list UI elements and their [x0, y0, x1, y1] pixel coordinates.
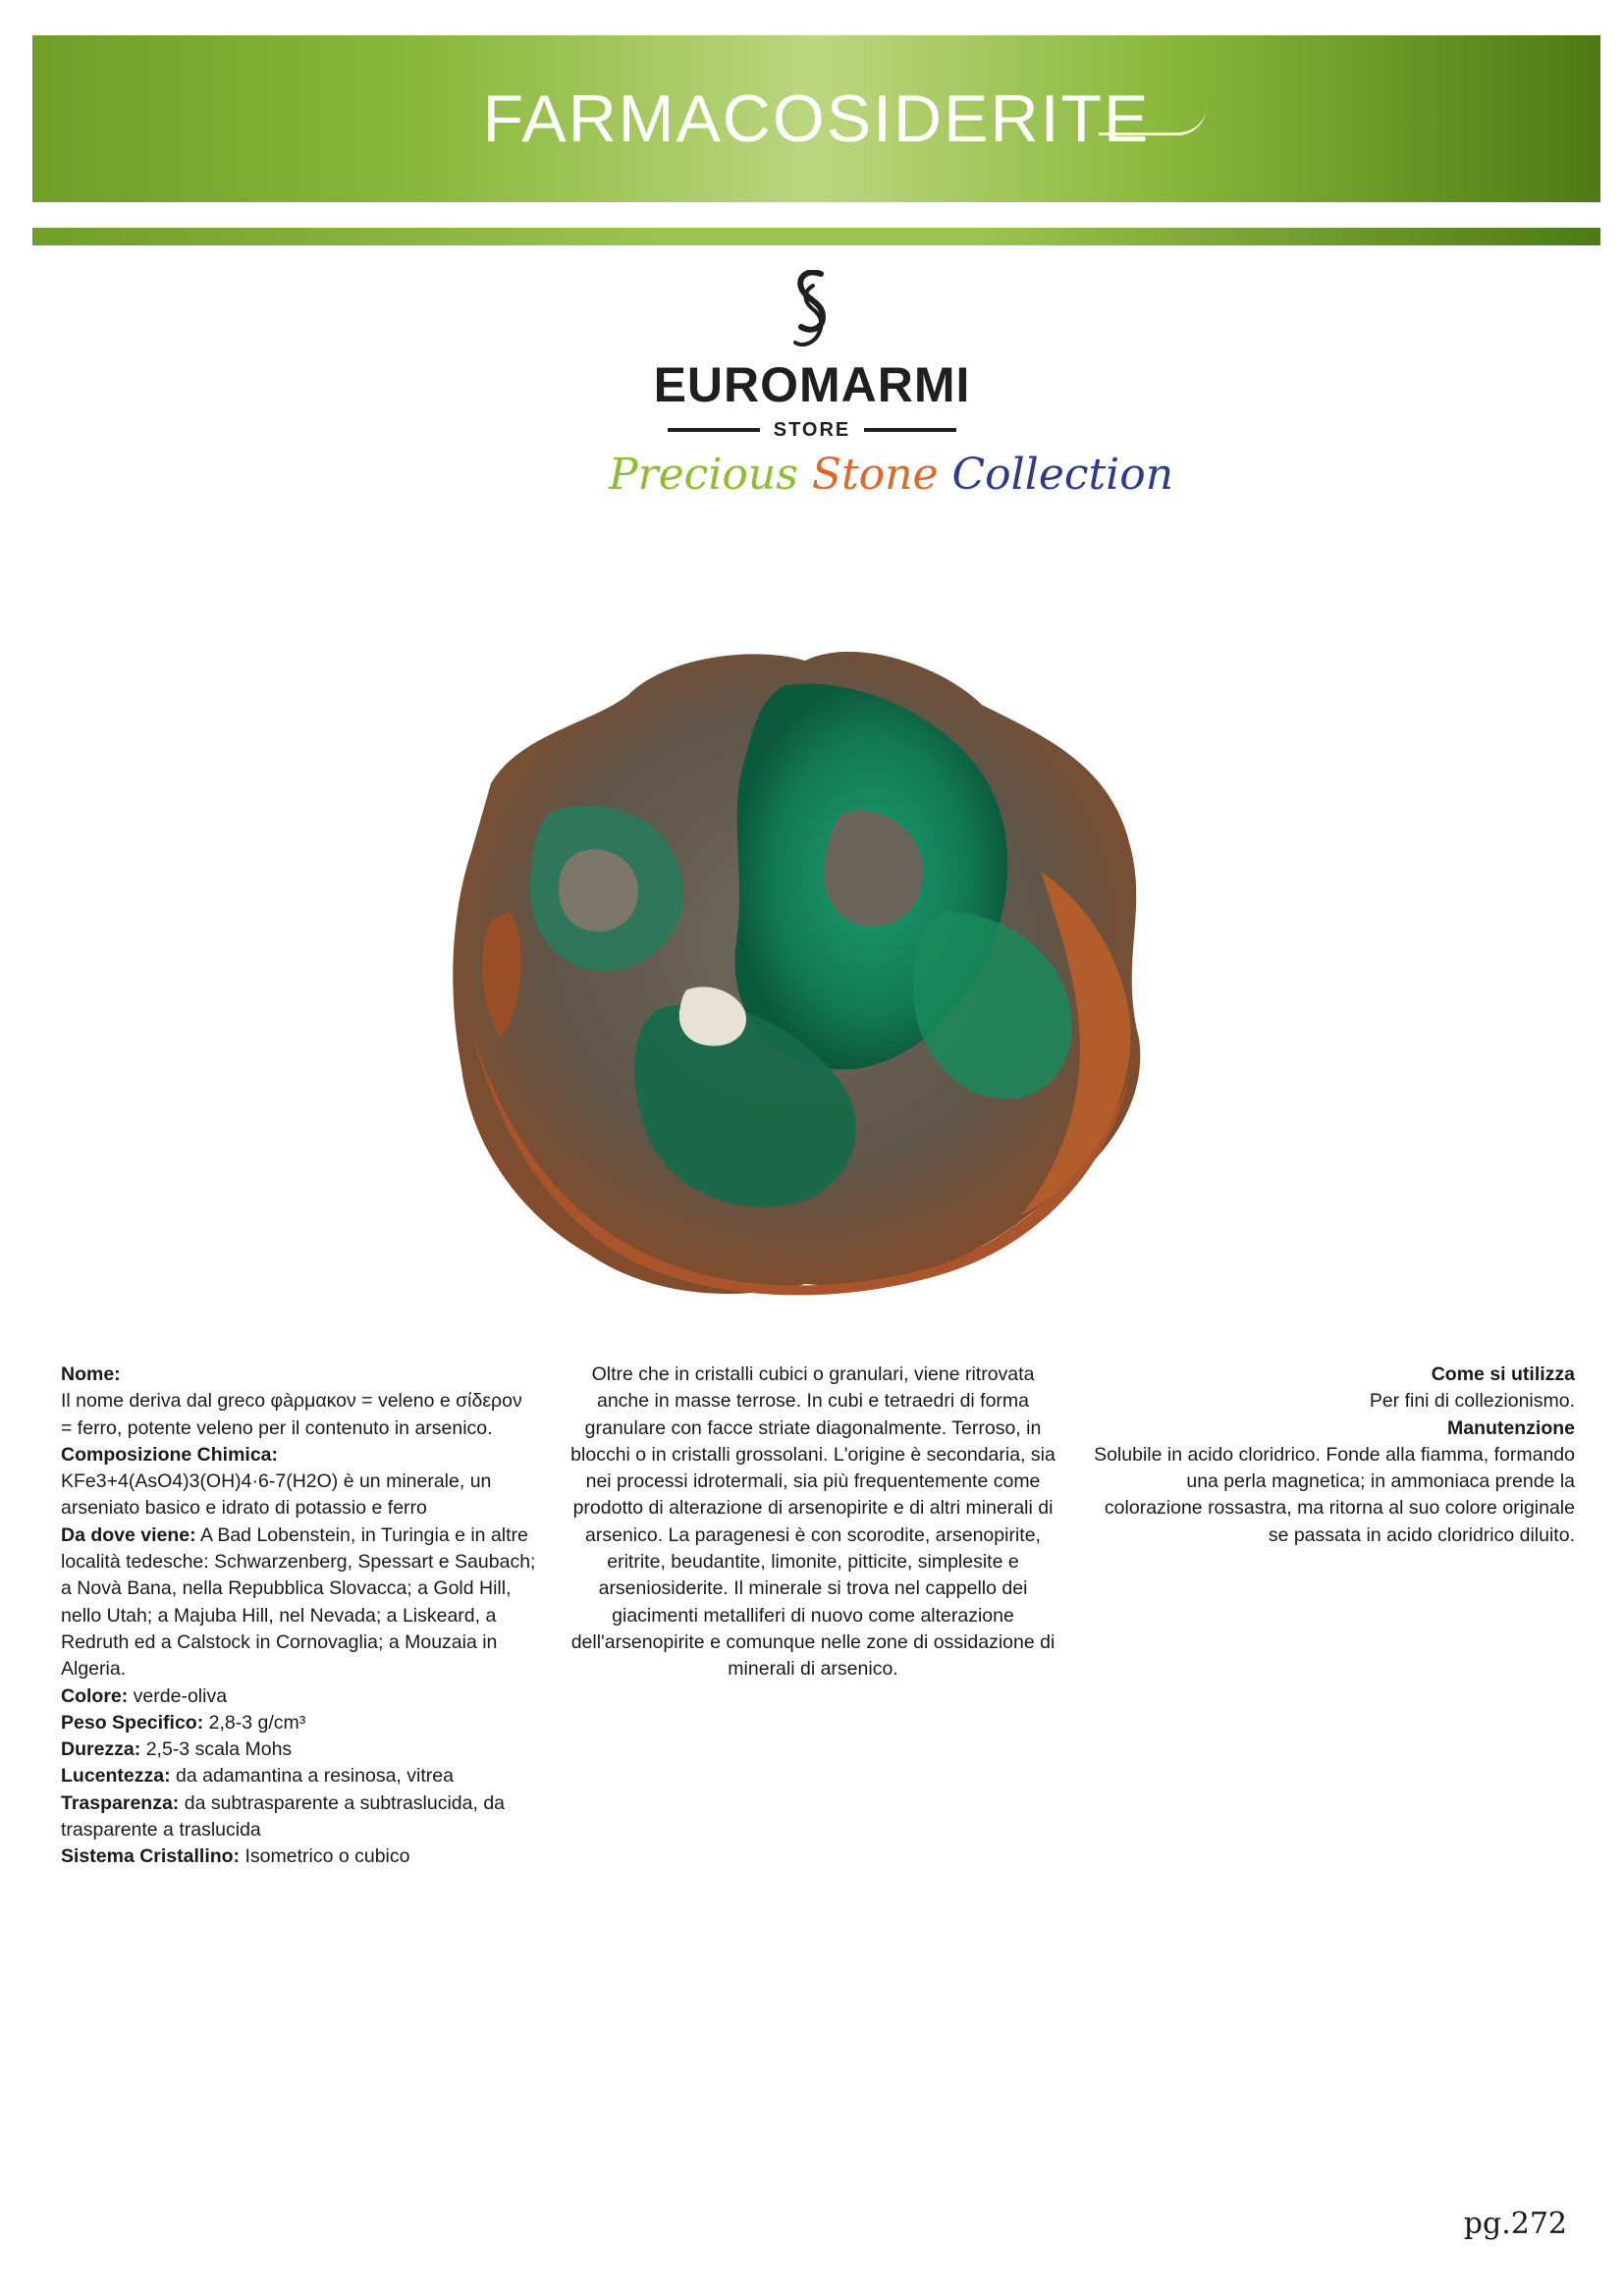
- description-text: Oltre che in cristalli cubici o granulari, viene ritrovata anche in masse terrose. In cubi e tetraedri di forma granulare con facce striate diagonalmente. Terroso, in blocchi o in cristalli grossolani. L'origine è secondaria, sia nei processi idrotermali, sia più frequentemente come prodotto di alterazione di arsenopirite e di altri minerali di arsenico. La paragenesi è con scorodite, arsenopirite, eritrite, beudantite, limonite, pitticite, simplesite e arseniosiderite. Il minerale si trova nel cappello dei giacimenti metalliferi di nuovo come alterazione dell'arsenopirite e comunque nelle zone di ossidazione di minerali di arsenico.: [570, 1363, 1056, 1681]
- logo-store: STORE: [773, 418, 851, 441]
- mineral-photo: [432, 616, 1159, 1313]
- description-column: [566, 1362, 1060, 1683]
- color-line: [61, 1683, 538, 1710]
- name-text: Il nome deriva dal greco φàρμακον = veleno e σίδερον = ferro, potente veleno per il contenuto in arsenico.: [61, 1390, 522, 1439]
- color-text: verde-oliva: [128, 1684, 228, 1707]
- name-label: Nome:: [61, 1363, 121, 1385]
- weight-label: Peso Specifico:: [61, 1711, 204, 1734]
- collection-tagline: [609, 450, 1174, 500]
- luster-line: [61, 1763, 538, 1789]
- page-number: pg.272: [1463, 2207, 1567, 2241]
- luster-label: Lucentezza:: [61, 1765, 171, 1788]
- transparency-text: da subtrasparente a subtraslucida, da trasparente a traslucida: [61, 1791, 506, 1842]
- transparency-line: [61, 1790, 538, 1844]
- care-label: Manutenzione: [1447, 1416, 1575, 1439]
- properties-column: [61, 1362, 538, 1871]
- system-label: Sistema Cristallino:: [61, 1845, 241, 1868]
- page-title: [483, 80, 1151, 157]
- use-label: Come si utilizza: [1431, 1363, 1575, 1385]
- weight-line: [61, 1710, 538, 1736]
- weight-text: 2,8-3 g/cm³: [203, 1711, 306, 1734]
- color-label: Colore:: [61, 1684, 129, 1707]
- title-banner: [32, 35, 1600, 202]
- collection-word-2: Stone: [811, 450, 939, 500]
- hardness-text: 2,5-3 scala Mohs: [140, 1738, 293, 1761]
- hardness-label: Durezza:: [61, 1738, 141, 1761]
- composition-label: Composizione Chimica:: [61, 1443, 279, 1466]
- logo-brand: EUROMARMI: [653, 357, 971, 412]
- page-title-text: FARMACOSIDERITE: [482, 81, 1151, 156]
- care-text: Solubile in acido cloridrico. Fonde alla fiamma, formando una perla magnetica; in ammoniaca prende la colorazione rossastra, ma ritorna al suo colore originale se passata in acido cloridrico diluito.: [1094, 1443, 1575, 1546]
- logo-line-left: [668, 428, 760, 432]
- transparency-label: Trasparenza:: [61, 1791, 180, 1814]
- origin-paragraph: [61, 1522, 538, 1683]
- title-divider-bar: [32, 228, 1600, 245]
- collection-word-3: Collection: [951, 450, 1174, 500]
- origin-label: Da dove viene:: [61, 1523, 196, 1546]
- logo-s-mark-icon: [791, 270, 833, 348]
- title-flourish: [1099, 106, 1207, 135]
- logo-store-row: [668, 419, 956, 441]
- system-text: Isometrico o cubico: [240, 1845, 410, 1868]
- origin-text: A Bad Lobenstein, in Turingia e in altre località tedesche: Schwarzenberg, Spessart e Saubach; a Novà Bana, nella Repubblica Slovacca; a Gold Hill, nello Utah; a Majuba Hill, nel Nevada; a Liskeard, a Redruth ed a Calstock in Cornovaglia; a Mouzaia in Algeria.: [61, 1523, 536, 1681]
- logo-line-right: [864, 428, 956, 432]
- usage-column: [1084, 1362, 1575, 1549]
- hardness-line: [61, 1736, 538, 1763]
- composition-text: KFe3+4(AsO4)3(OH)4·6-7(H2O) è un minerale, un arseniato basico e idrato di potassio e ferro: [61, 1470, 492, 1520]
- system-line: [61, 1843, 538, 1870]
- luster-text: da adamantina a resinosa, vitrea: [170, 1765, 454, 1788]
- collection-word-1: Precious: [609, 450, 798, 500]
- euromarmi-logo: [648, 270, 976, 441]
- use-text: Per fini di collezionismo.: [1369, 1390, 1575, 1413]
